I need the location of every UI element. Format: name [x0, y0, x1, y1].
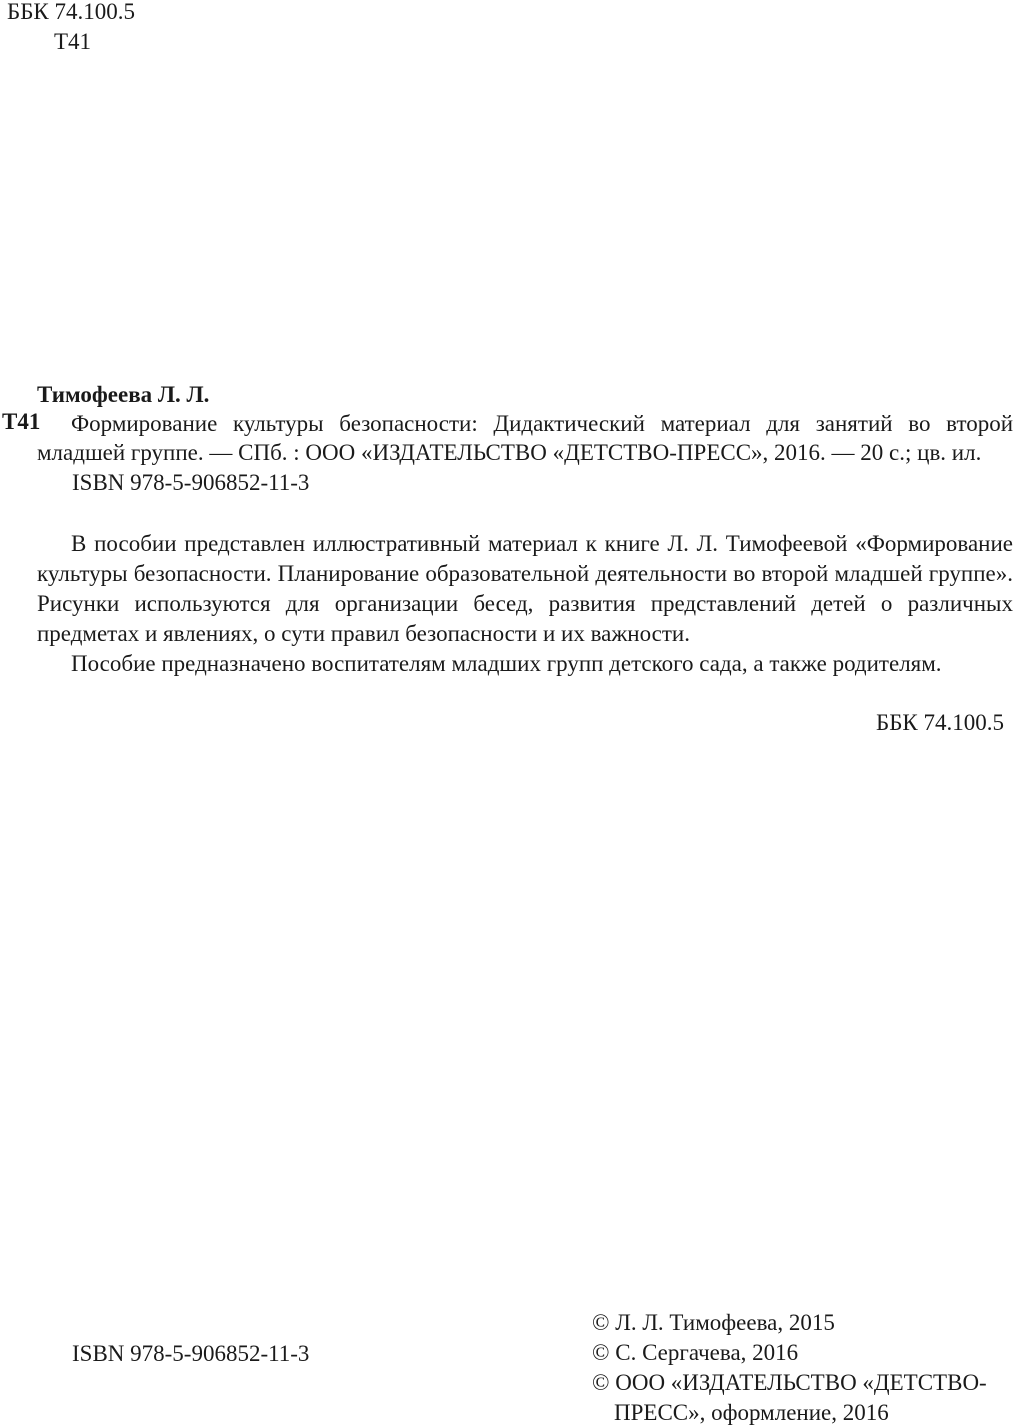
- annotation-paragraph-audience: Пособие предназначено воспитателям младших групп детского сада, а также родителям.: [71, 651, 942, 676]
- bibliographic-description: Формирование культуры безопасности: Дидактический материал для занятий во второй младшей группе. — СПб. : ООО «ИЗДАТЕЛЬСТВО «ДЕТСТВО-ПРЕСС», 2016. — 20 с.; цв. ил.: [37, 411, 1013, 465]
- copyright-publisher-continued: ПРЕСС», оформление, 2016: [614, 1400, 889, 1425]
- copyright-publisher: © ООО «ИЗДАТЕЛЬСТВО «ДЕТСТВО-: [592, 1370, 987, 1395]
- isbn-record: ISBN 978-5-906852-11-3: [72, 470, 310, 495]
- copyright-illustrator: © С. Сергачева, 2016: [592, 1340, 799, 1365]
- author-sign-margin: Т41: [2, 409, 41, 434]
- annotation: [37, 529, 1013, 679]
- author-name: Тимофеева Л. Л.: [37, 382, 210, 407]
- bbk-index-right: ББК 74.100.5: [876, 710, 1005, 735]
- bbk-index: ББК 74.100.5: [7, 0, 136, 24]
- copyright-author: © Л. Л. Тимофеева, 2015: [592, 1310, 835, 1335]
- isbn-footer: ISBN 978-5-906852-11-3: [72, 1341, 310, 1366]
- annotation-paragraph: В пособии представлен иллюстративный материал к книге Л. Л. Тимофеевой «Формирование культуры безопасности. Планирование образовательной деятельности во второй младшей группе». Рисунки используются для организации бесед, развития представлений детей о различных предметах и явлениях, о сути правил безопасности и их важности.: [37, 531, 1013, 646]
- copyright-block: [592, 1308, 1013, 1428]
- author-sign: Т41: [54, 29, 92, 54]
